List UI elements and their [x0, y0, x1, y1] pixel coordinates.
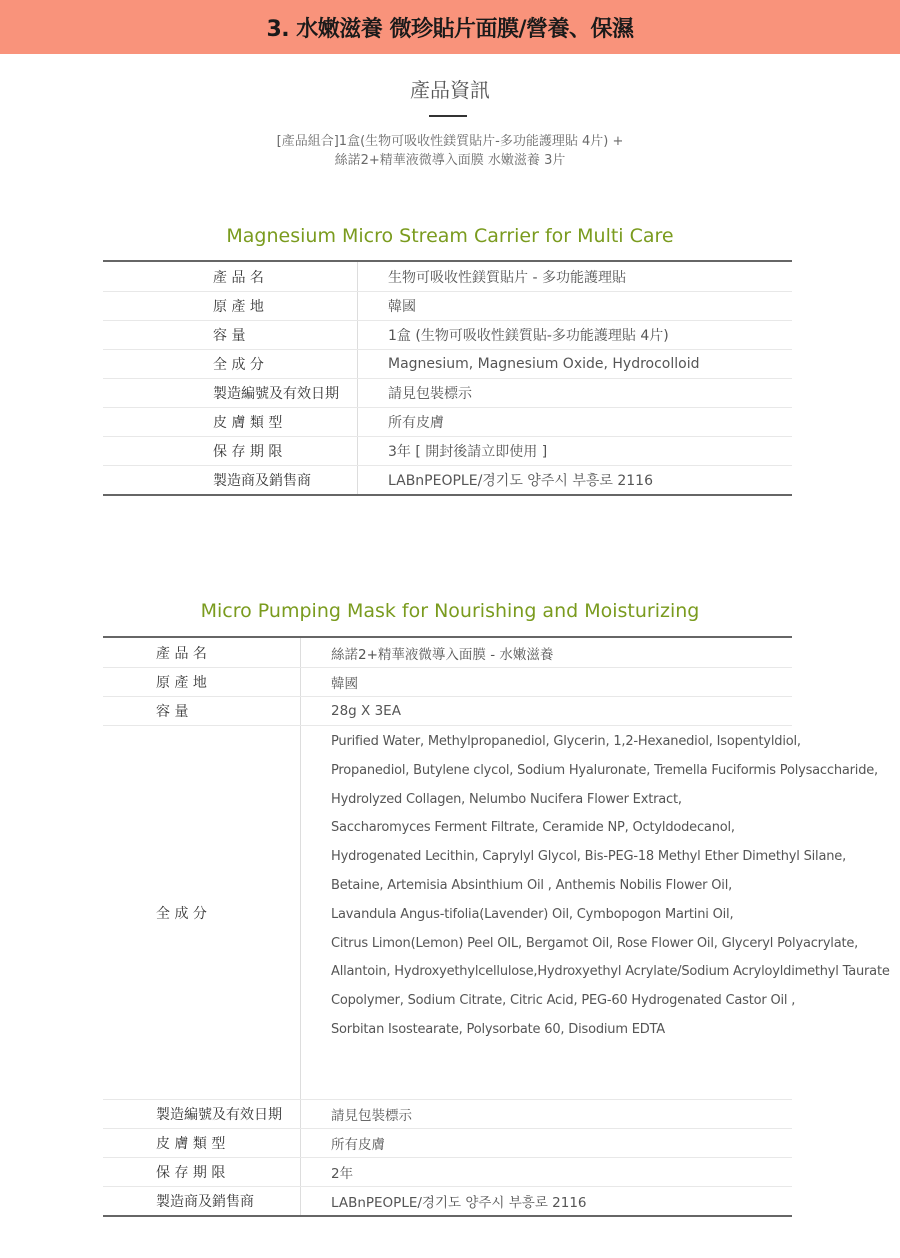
row-value: 請見包裝標示 — [388, 386, 472, 402]
table-row — [103, 1186, 792, 1215]
row-label: 製造編號及有效日期 — [103, 379, 358, 407]
ingredient-line: Hydrolyzed Collagen, Nelumbo Nucifera Flower Extract, — [331, 791, 682, 807]
row-label: 保 存 期 限 — [103, 1158, 301, 1186]
ingredient-line: Saccharomyces Ferment Filtrate, Ceramide NP, Octyldodecanol, — [331, 820, 735, 836]
table-row — [103, 667, 792, 696]
row-label: 容 量 — [103, 697, 301, 725]
table-row — [103, 465, 792, 494]
row-label: 全 成 分 — [103, 350, 358, 378]
section2-title: Micro Pumping Mask for Nourishing and Moisturizing — [200, 600, 700, 622]
section1-title: Magnesium Micro Stream Carrier for Multi Care — [226, 225, 674, 247]
row-label: 全 成 分 — [103, 726, 301, 1099]
row-label: 製造商及銷售商 — [103, 466, 358, 494]
row-value: 1盒 (生物可吸收性鎂質貼-多功能護理貼 4片) — [388, 328, 669, 344]
row-value: 生物可吸收性鎂質貼片 - 多功能護理貼 — [388, 269, 626, 286]
row-value: 28g X 3EA — [331, 703, 401, 719]
table-row — [103, 1128, 792, 1157]
spec-table-magnesium — [103, 260, 792, 496]
ingredient-line: Citrus Limon(Lemon) Peel OIL, Bergamot Oil, Rose Flower Oil, Glyceryl Polyacrylate, — [331, 935, 859, 951]
table-row — [103, 1157, 792, 1186]
product-combination — [0, 132, 900, 170]
ingredient-line: Allantoin, Hydroxyethylcellulose,Hydroxyethyl Acrylate/Sodium Acryloyldimethyl Taurate — [331, 964, 890, 980]
row-value: 所有皮膚 — [388, 415, 444, 431]
table-row — [103, 349, 792, 378]
row-value: 所有皮膚 — [331, 1137, 385, 1153]
product-info-title: 產品資訊 — [410, 78, 490, 102]
row-label: 保 存 期 限 — [103, 437, 358, 465]
row-value: LABnPEOPLE/경기도 양주시 부흥로 2116 — [331, 1195, 587, 1211]
ingredient-line: Betaine, Artemisia Absinthium Oil , Anthemis Nobilis Flower Oil, — [331, 877, 733, 893]
row-value: 韓國 — [331, 676, 358, 692]
row-value: 請見包裝標示 — [331, 1108, 412, 1124]
row-value: 2年 — [331, 1166, 354, 1182]
row-label: 原 產 地 — [103, 668, 301, 696]
combo-line: 絲諾2+精華液微導入面膜 水嫩滋養 3片 — [334, 153, 566, 168]
table-row — [103, 378, 792, 407]
row-value: Magnesium, Magnesium Oxide, Hydrocolloid — [388, 356, 700, 372]
table-row-ingredients — [103, 725, 890, 1099]
spec-table-mask — [103, 636, 890, 1217]
table-row — [103, 696, 792, 725]
table-row — [103, 1099, 792, 1128]
table-row — [103, 291, 792, 320]
row-label: 原 產 地 — [103, 292, 358, 320]
ingredient-line: Copolymer, Sodium Citrate, Citric Acid, PEG-60 Hydrogenated Castor Oil , — [331, 993, 796, 1009]
table-row — [103, 320, 792, 349]
ingredient-line: Purified Water, Methylpropanediol, Glycerin, 1,2-Hexanediol, Isopentyldiol, — [331, 734, 801, 749]
ingredient-line: Propanediol, Butylene clycol, Sodium Hyaluronate, Tremella Fuciformis Polysaccharide, — [331, 762, 878, 778]
ingredients-list — [301, 726, 890, 1045]
ingredient-line: Lavandula Angus-tifolia(Lavender) Oil, Cymbopogon Martini Oil, — [331, 906, 734, 922]
row-label: 皮 膚 類 型 — [103, 408, 358, 436]
row-label: 製造編號及有效日期 — [103, 1100, 301, 1128]
combo-line: [產品組合]1盒(生物可吸收性鎂質貼片-多功能護理貼 4片) + — [276, 134, 624, 149]
row-value: 絲諾2+精華液微導入面膜 - 水嫩滋養 — [331, 646, 554, 663]
table-row — [103, 436, 792, 465]
row-value: 韓國 — [388, 299, 416, 315]
row-label: 產 品 名 — [103, 638, 301, 667]
row-value: LABnPEOPLE/경기도 양주시 부흥로 2116 — [388, 473, 653, 489]
row-label: 產 品 名 — [103, 262, 358, 291]
banner-title: 3. 水嫩滋養 微珍貼片面膜/營養、保濕 — [266, 16, 634, 42]
table-row — [103, 407, 792, 436]
header-banner — [0, 0, 900, 54]
row-label: 容 量 — [103, 321, 358, 349]
row-value: 3年 [ 開封後請立即使用 ] — [388, 444, 548, 460]
title-divider — [429, 115, 467, 117]
table-row — [103, 638, 792, 667]
ingredient-line: Sorbitan Isostearate, Polysorbate 60, Disodium EDTA — [331, 1021, 665, 1037]
row-label: 皮 膚 類 型 — [103, 1129, 301, 1157]
ingredient-line: Hydrogenated Lecithin, Caprylyl Glycol, Bis-PEG-18 Methyl Ether Dimethyl Silane, — [331, 849, 847, 865]
row-label: 製造商及銷售商 — [103, 1187, 301, 1215]
table-row — [103, 262, 792, 291]
